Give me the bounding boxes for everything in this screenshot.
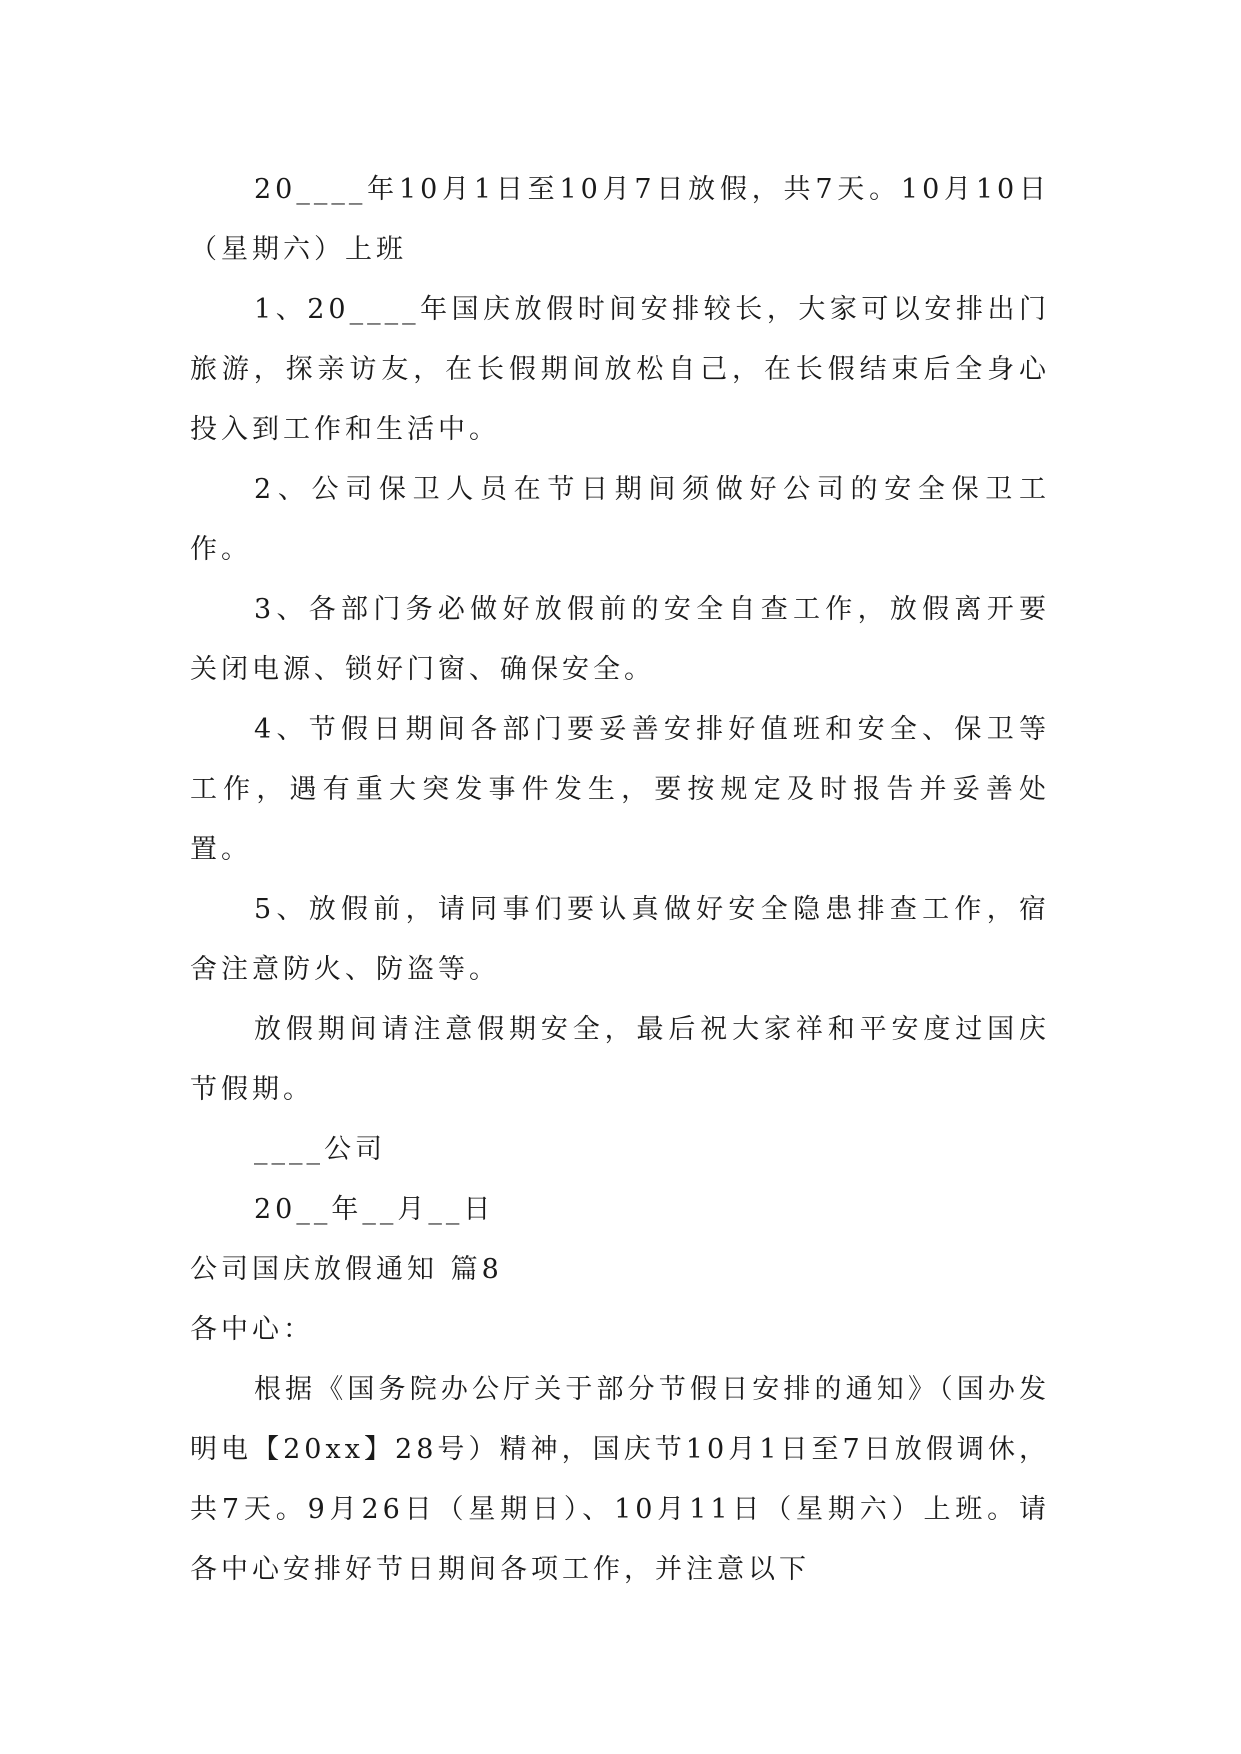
holiday-dates-paragraph: 20____年10月1日至10月7日放假，共7天。10月10日（星期六）上班	[190, 174, 1050, 265]
closing-wishes-paragraph: 放假期间请注意假期安全，最后祝大家祥和平安度过国庆节假期。	[190, 1014, 1050, 1105]
signature-company: ____公司	[254, 1134, 386, 1165]
signature-date: 20__年__月__日	[254, 1194, 495, 1225]
salutation: 各中心：	[190, 1314, 314, 1345]
section-title: 公司国庆放假通知 篇8	[190, 1254, 503, 1285]
item-1-paragraph: 1、20____年国庆放假时间安排较长，大家可以安排出门旅游，探亲访友，在长假期间放松自己，在长假结束后全身心投入到工作和生活中。	[190, 294, 1050, 445]
item-4-paragraph: 4、节假日期间各部门要妥善安排好值班和安全、保卫等工作，遇有重大突发事件发生，要按规定及时报告并妥善处置。	[190, 714, 1050, 865]
item-3-paragraph: 3、各部门务必做好放假前的安全自查工作，放假离开要关闭电源、锁好门窗、确保安全。	[190, 594, 1050, 685]
notice-body-paragraph: 根据《国务院办公厅关于部分节假日安排的通知》（国办发明电【20xx】28号）精神，国庆节10月1日至7日放假调休，共7天。9月26日（星期日）、10月11日（星期六）上班。请各中心安排好节日期间各项工作，并注意以下	[190, 1374, 1050, 1585]
document-body	[190, 160, 1050, 1600]
item-2-paragraph: 2、公司保卫人员在节日期间须做好公司的安全保卫工作。	[190, 474, 1050, 565]
item-5-paragraph: 5、放假前，请同事们要认真做好安全隐患排查工作，宿舍注意防火、防盗等。	[190, 894, 1050, 985]
